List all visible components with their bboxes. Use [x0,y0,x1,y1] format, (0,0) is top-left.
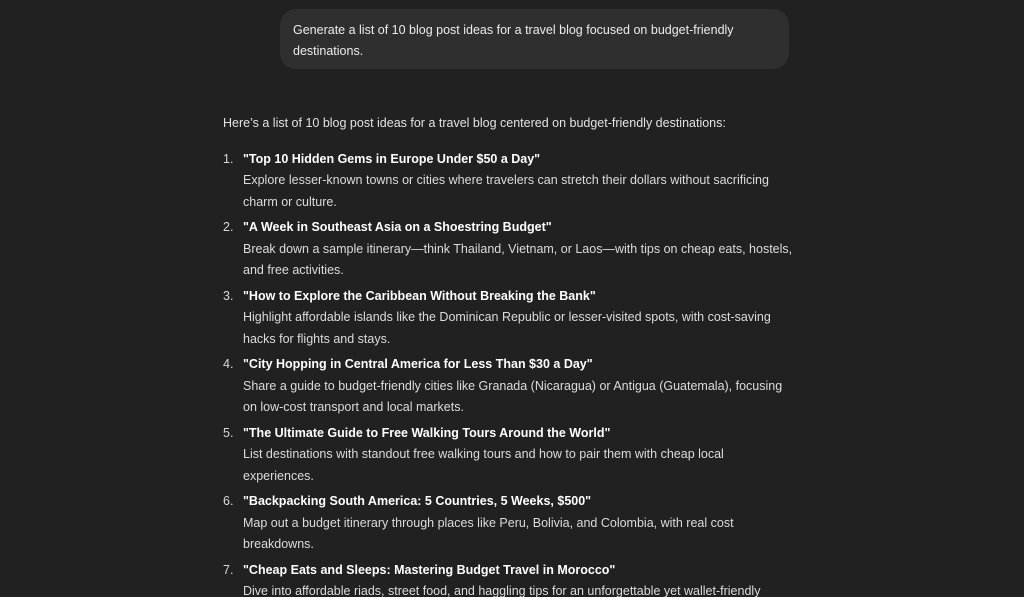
idea-description: List destinations with standout free walking tours and how to pair them with cheap local experiences. [243,447,724,483]
idea-title: "How to Explore the Caribbean Without Breaking the Bank" [243,288,596,303]
blog-ideas-list [223,149,793,597]
user-message-bubble [280,9,789,69]
list-item-number: 4. [223,357,234,371]
idea-title: "Top 10 Hidden Gems in Europe Under $50 a Day" [243,151,541,166]
user-message-text: Generate a list of 10 blog post ideas for a travel blog focused on budget-friendly destinations. [293,23,734,58]
list-item [223,217,793,282]
idea-description: Highlight affordable islands like the Dominican Republic or lesser-visited spots, with cost-saving hacks for flights and stays. [243,310,771,346]
list-item [223,354,793,419]
idea-description: Explore lesser-known towns or cities where travelers can stretch their dollars without sacrificing charm or culture. [243,173,769,209]
idea-title: "Backpacking South America: 5 Countries, 5 Weeks, $500" [243,494,592,508]
list-item-number: 7. [223,562,234,577]
idea-description: Map out a budget itinerary through places like Peru, Bolivia, and Colombia, with real cost breakdowns. [243,515,734,551]
idea-description: Dive into affordable riads, street food, and haggling tips for an unforgettable yet wallet-friendly [243,584,761,597]
idea-description: Share a guide to budget-friendly cities like Granada (Nicaragua) or Antigua (Guatemala), focusing on low-cost transport and local markets. [243,378,783,414]
list-item-number: 2. [223,220,234,234]
list-item-number: 1. [223,151,234,166]
list-item-number: 3. [223,288,234,303]
list-item [223,423,793,488]
list-item-number: 6. [223,494,234,508]
idea-title: "The Ultimate Guide to Free Walking Tours Around the World" [243,425,611,440]
idea-title: "City Hopping in Central America for Less Than $30 a Day" [243,357,593,371]
idea-title: "Cheap Eats and Sleeps: Mastering Budget Travel in Morocco" [243,562,616,577]
idea-description: Break down a sample itinerary—think Thailand, Vietnam, or Laos—with tips on cheap eats, hostels, and free activities. [243,241,793,277]
list-item [223,491,793,556]
list-item [223,286,793,351]
list-item-number: 5. [223,425,234,440]
list-item [223,149,793,214]
idea-title: "A Week in Southeast Asia on a Shoestring Budget" [243,220,552,234]
assistant-intro: Here’s a list of 10 blog post ideas for a travel blog centered on budget-friendly destinations: [223,116,726,130]
assistant-message [223,113,793,597]
list-item [223,560,793,597]
